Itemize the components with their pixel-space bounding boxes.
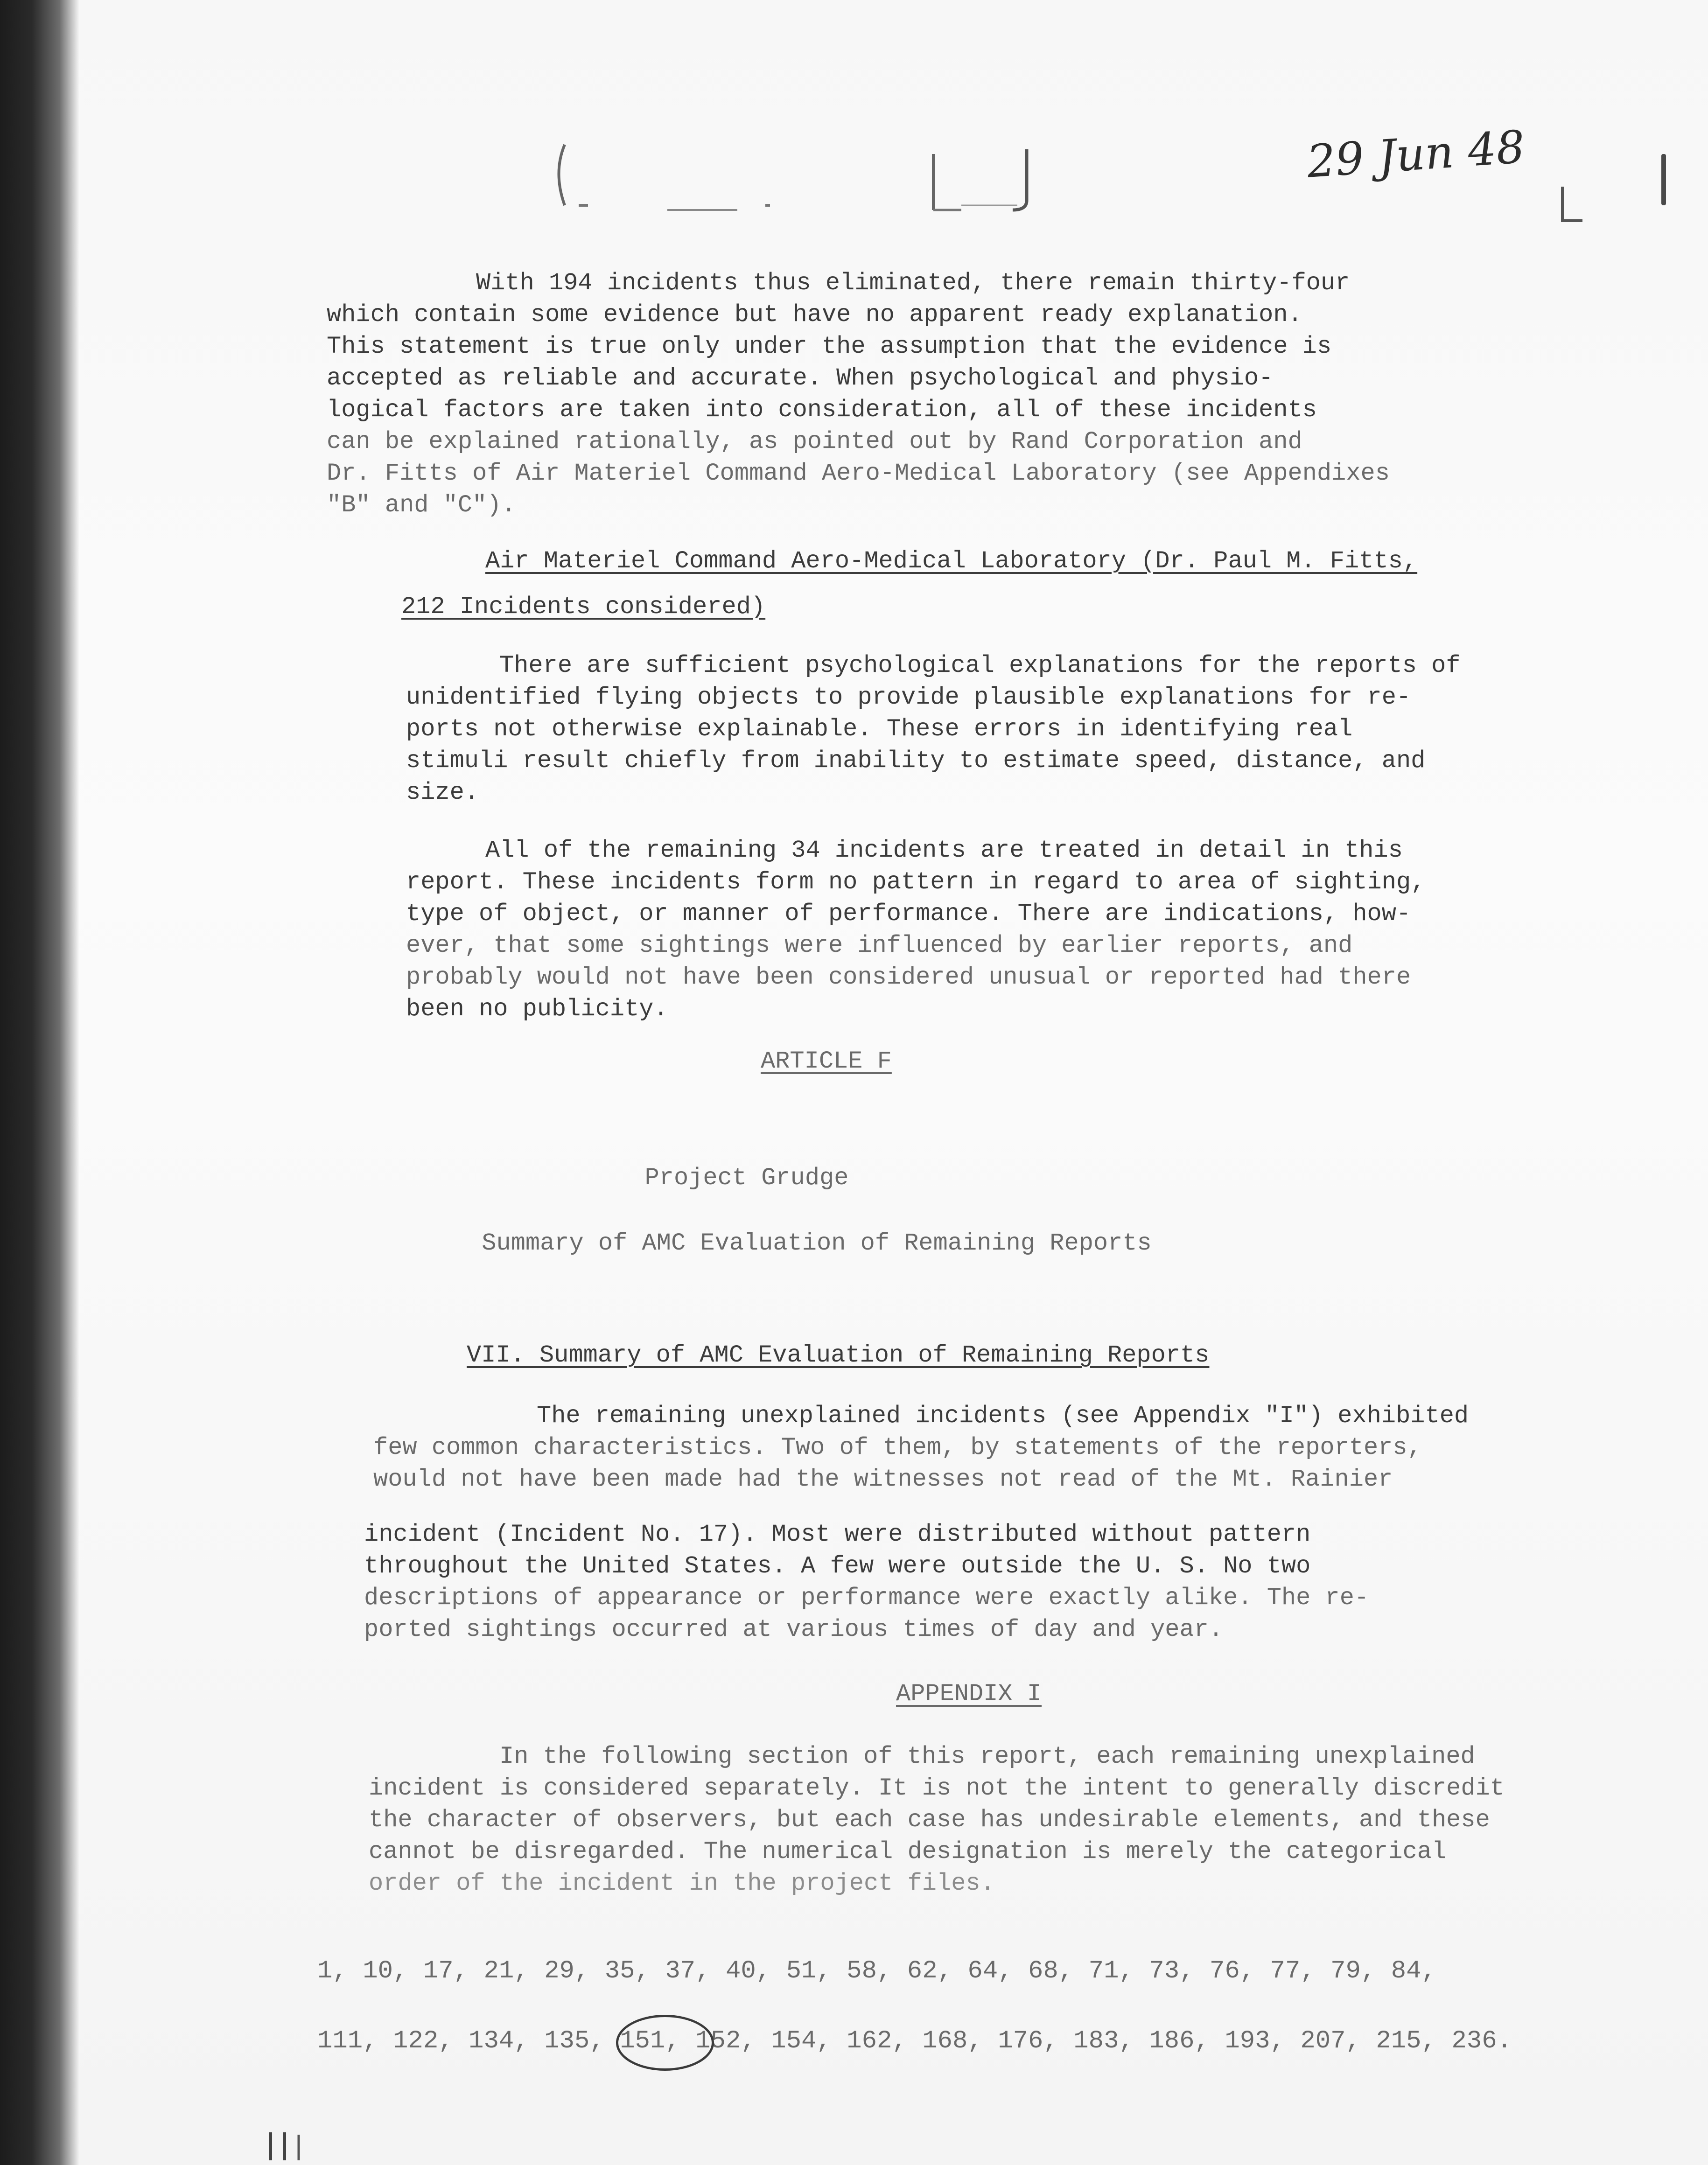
para1-line8: "B" and "C"). <box>327 491 516 519</box>
para1-line7: Dr. Fitts of Air Materiel Command Aero-Medical Laboratory (see Appendixes <box>327 460 1390 487</box>
para3-line1: All of the remaining 34 incidents are treated in detail in this <box>485 837 1403 864</box>
para2-line1: There are sufficient psychological explanations for the reports of <box>499 652 1461 679</box>
para3-line6: been no publicity. <box>406 995 668 1023</box>
bottom-scan-marks <box>261 2123 355 2165</box>
incident-numbers-line1: 1, 10, 17, 21, 29, 35, 37, 40, 51, 58, 62, 64, 68, 71, 73, 76, 77, 79, 84, <box>317 1957 1436 1985</box>
para6-line2: incident is considered separately. It is not the intent to generally discredit <box>369 1774 1505 1802</box>
corner-mark <box>1561 187 1582 222</box>
header-stamp-marks <box>551 135 1204 219</box>
appendix-heading: APPENDIX I <box>896 1680 1042 1708</box>
para5-line2: throughout the United States. A few were outside the U. S. No two <box>364 1552 1311 1580</box>
para6-line3: the character of observers, but each case has undesirable elements, and these <box>369 1806 1490 1834</box>
para5-line1: incident (Incident No. 17). Most were distributed without pattern <box>364 1521 1311 1548</box>
project-subtitle: Summary of AMC Evaluation of Remaining Reports <box>482 1229 1152 1257</box>
para5-line3: descriptions of appearance or performance were exactly alike. The re- <box>364 1584 1369 1612</box>
para2-line5: size. <box>406 779 479 806</box>
para4-line3: would not have been made had the witnesses not read of the Mt. Rainier <box>373 1466 1393 1493</box>
para6-line1: In the following section of this report, each remaining unexplained <box>499 1743 1475 1770</box>
handwritten-circle-151 <box>616 2015 714 2071</box>
para3-line4: ever, that some sightings were influenced by earlier reports, and <box>406 932 1353 959</box>
para1-line2: which contain some evidence but have no apparent ready explanation. <box>327 301 1302 328</box>
incident-numbers-line2: 111, 122, 134, 135, 151, 152, 154, 162, 168, 176, 183, 186, 193, 207, 215, 236. <box>317 2027 1512 2055</box>
section-heading-vii: VII. Summary of AMC Evaluation of Remaining Reports <box>467 1341 1210 1369</box>
article-heading: ARTICLE F <box>761 1048 892 1075</box>
para6-line4: cannot be disregarded. The numerical designation is merely the categorical <box>369 1838 1447 1865</box>
para3-line3: type of object, or manner of performance. There are indications, how- <box>406 900 1411 928</box>
para1-line1: With 194 incidents thus eliminated, there remain thirty-four <box>476 269 1350 297</box>
section-heading-aero-medical-cont: 212 Incidents considered) <box>401 593 766 621</box>
para1-line5: logical factors are taken into consideration, all of these incidents <box>327 396 1317 424</box>
handwritten-date: 29 Jun 48 <box>1305 120 1527 188</box>
para1-line6: can be explained rationally, as pointed out by Rand Corporation and <box>327 428 1302 455</box>
para4-line1: The remaining unexplained incidents (see Appendix "I") exhibited <box>537 1402 1469 1430</box>
para3-line2: report. These incidents form no pattern in regard to area of sighting, <box>406 868 1426 896</box>
para5-line4: ported sightings occurred at various times of day and year. <box>364 1616 1224 1643</box>
para6-line5: order of the incident in the project files. <box>369 1870 995 1897</box>
para2-line4: stimuli result chiefly from inability to estimate speed, distance, and <box>406 747 1426 775</box>
section-heading-aero-medical: Air Materiel Command Aero-Medical Laboratory (Dr. Paul M. Fitts, <box>485 547 1418 575</box>
scan-edge-mark <box>1661 154 1666 205</box>
para2-line2: unidentified flying objects to provide plausible explanations for re- <box>406 684 1411 711</box>
para1-line3: This statement is true only under the assumption that the evidence is <box>327 333 1332 360</box>
para4-line2: few common characteristics. Two of them, by statements of the reporters, <box>373 1434 1422 1461</box>
scan-edge-shadow <box>0 0 79 2165</box>
project-title: Project Grudge <box>644 1164 849 1192</box>
para2-line3: ports not otherwise explainable. These errors in identifying real <box>406 715 1353 743</box>
para1-line4: accepted as reliable and accurate. When psychological and physio- <box>327 364 1274 392</box>
para3-line5: probably would not have been considered unusual or reported had there <box>406 964 1411 991</box>
